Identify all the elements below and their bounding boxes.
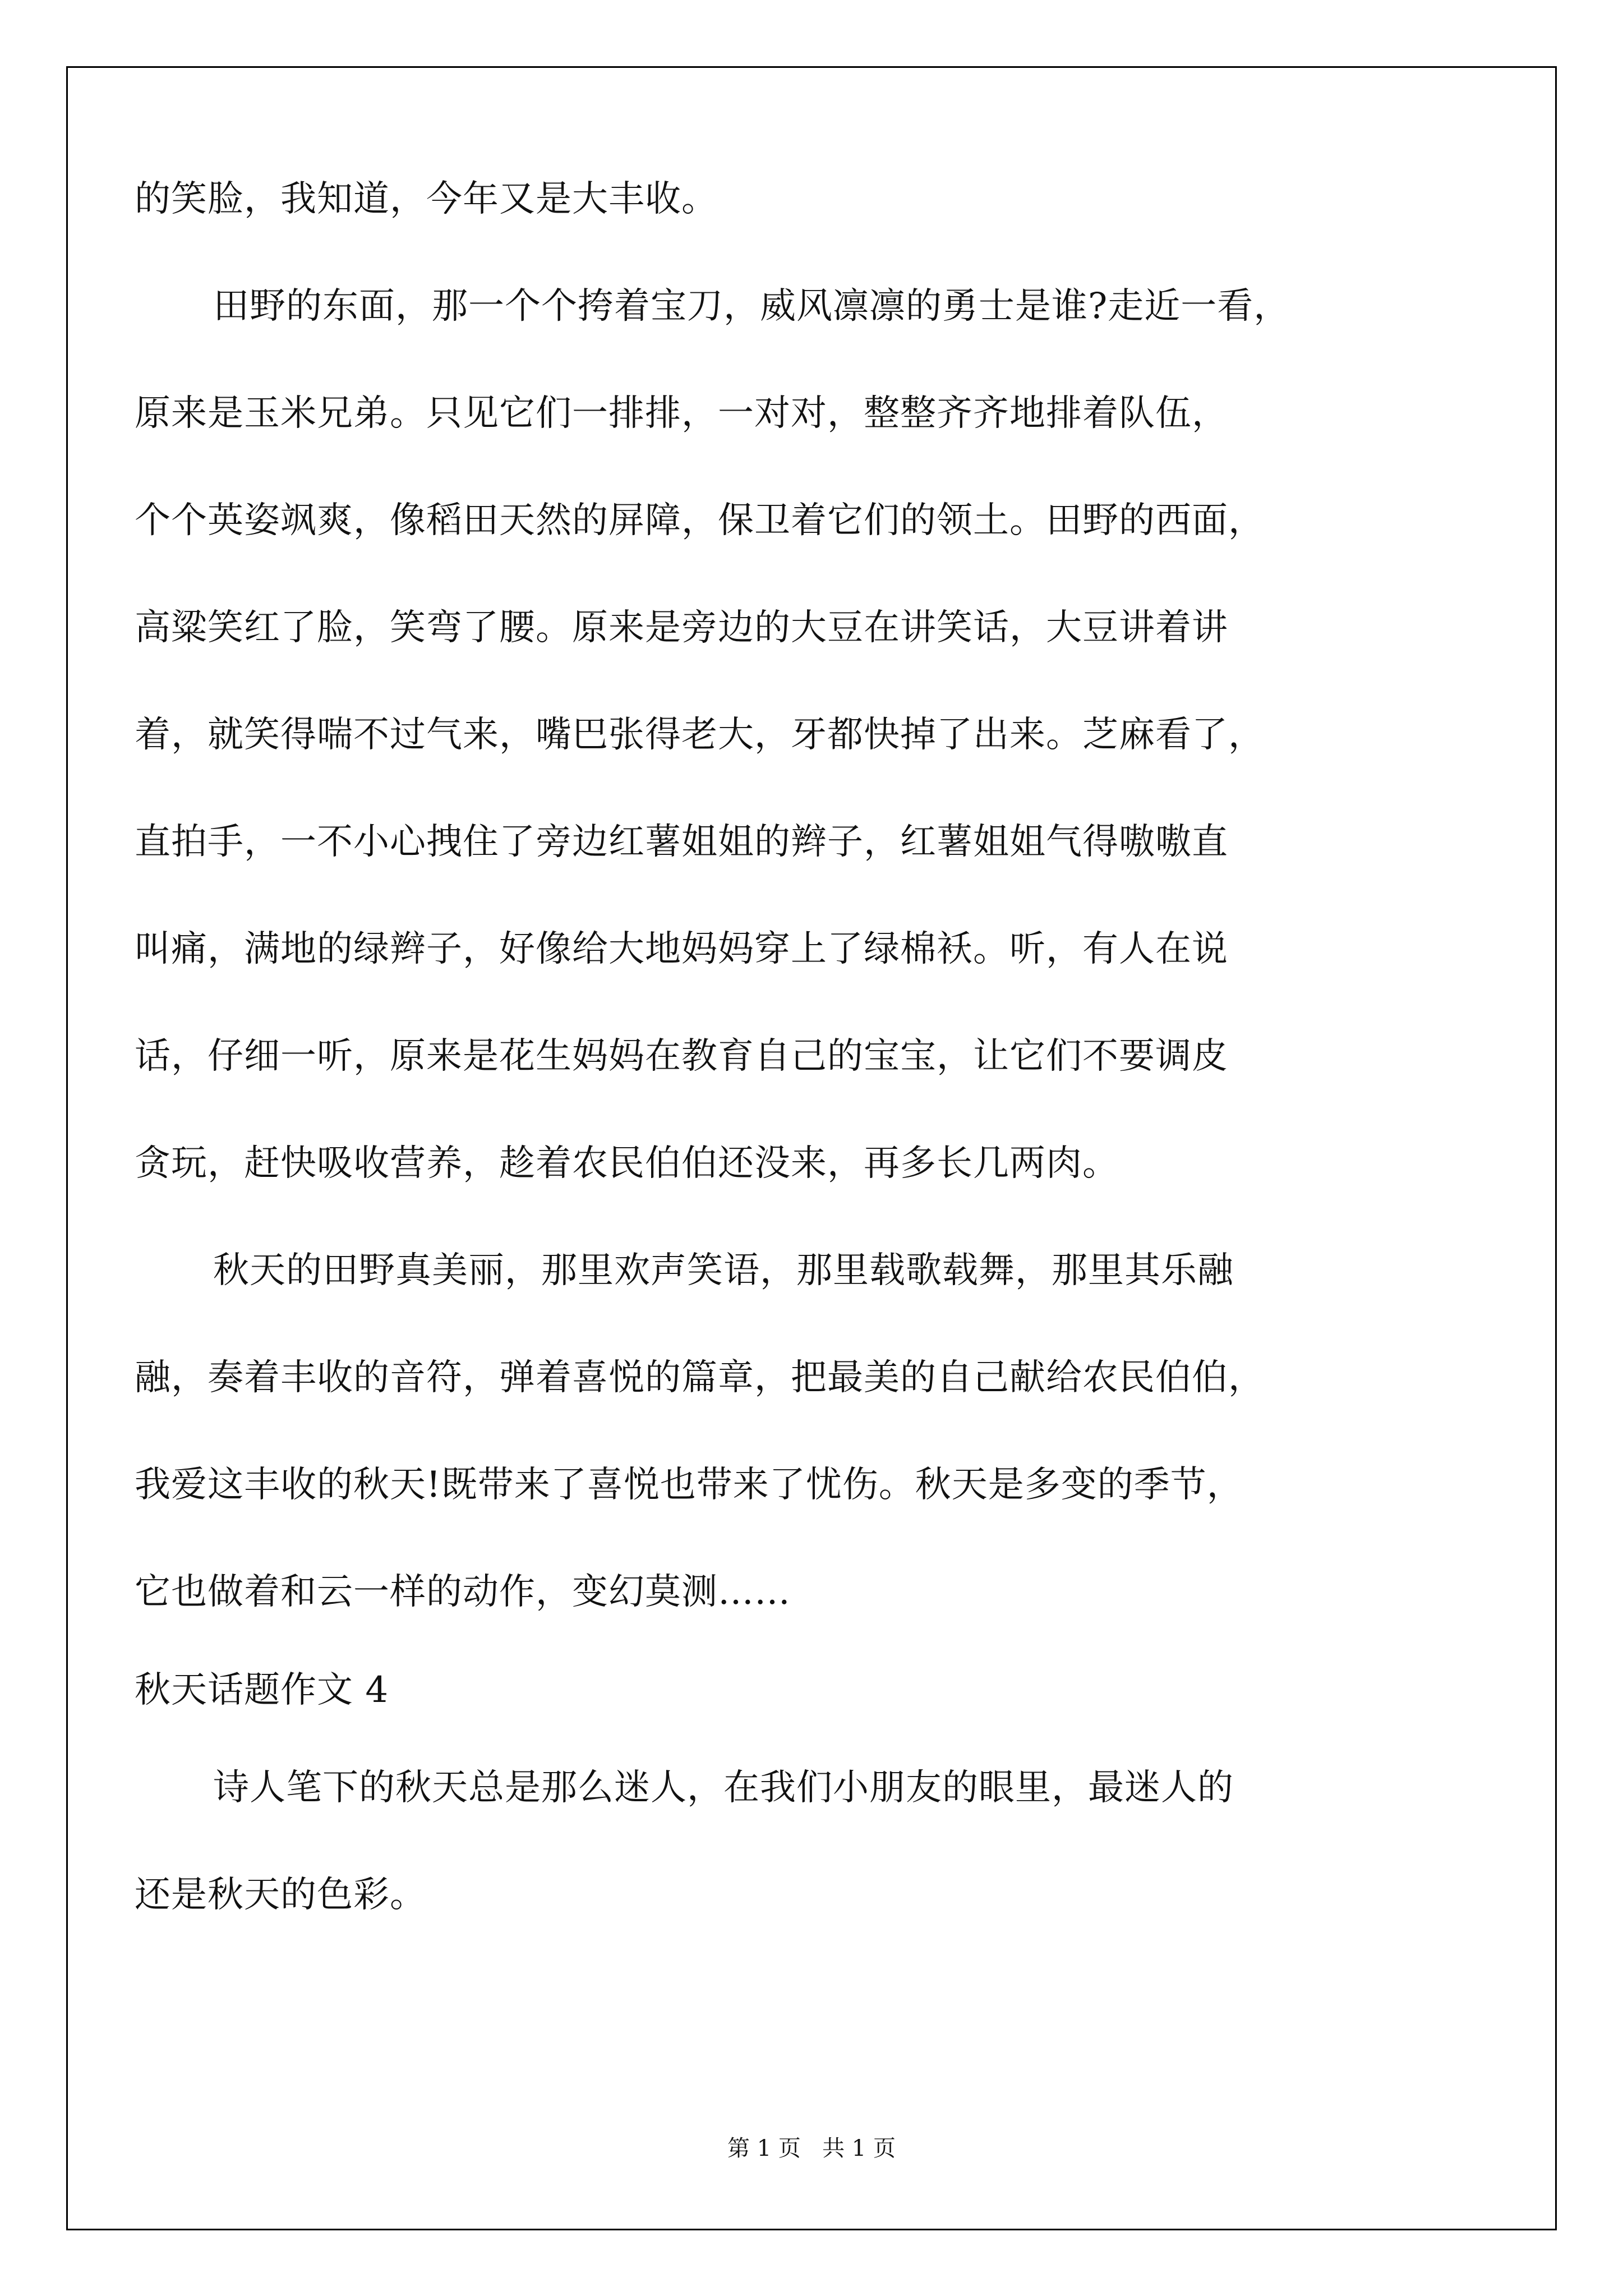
document-body [135,146,1436,1949]
page-number: 第 1 页 [727,2136,801,2161]
total-pages: 共 1 页 [822,2136,896,2161]
text-line: 贪玩，赶快吸收营养，趁着农民伯伯还没来，再多长几两肉。 [135,1143,1119,1184]
section-heading: 秋天话题作文 4 [135,1669,389,1711]
text-line: 我爱这丰收的秋天!既带来了喜悦也带来了忧伤。秋天是多变的季节， [135,1464,1243,1506]
footer-gap [801,2136,822,2161]
text-line: 它也做着和云一样的动作，变幻莫测…… [135,1571,791,1613]
text-line: 直拍手，一不小心拽住了旁边红薯姐姐的辫子，红薯姐姐气得嗷嗷直 [135,821,1228,863]
text-line: 个个英姿飒爽，像稻田天然的屏障，保卫着它们的领土。田野的西面， [135,500,1265,541]
text-line: 原来是玉米兄弟。只见它们一排排，一对对，整整齐齐地排着队伍， [135,393,1228,434]
text-line: 融，奏着丰收的音符，弹着喜悦的篇章，把最美的自己献给农民伯伯， [135,1357,1265,1398]
paragraph-first-line: 田野的东面，那一个个挎着宝刀，威风凛凛的勇士是谁?走近一看， [213,286,1290,327]
page-footer [0,2132,1623,2165]
text-line: 高粱笑红了脸，笑弯了腰。原来是旁边的大豆在讲笑话，大豆讲着讲 [135,607,1228,648]
text-line: 的笑脸，我知道，今年又是大丰收。 [135,178,718,220]
paragraph-first-line: 诗人笔下的秋天总是那么迷人，在我们小朋友的眼里，最迷人的 [213,1767,1234,1809]
text-line: 叫痛，满地的绿辫子，好像给大地妈妈穿上了绿棉袄。听，有人在说 [135,928,1228,970]
text-line: 着，就笑得喘不过气来，嘴巴张得老大，牙都快掉了出来。芝麻看了， [135,714,1265,756]
paragraph-first-line: 秋天的田野真美丽，那里欢声笑语，那里载歌载舞，那里其乐融 [213,1250,1234,1291]
text-line: 还是秋天的色彩。 [135,1874,426,1916]
text-line: 话，仔细一听，原来是花生妈妈在教育自己的宝宝，让它们不要调皮 [135,1036,1228,1077]
